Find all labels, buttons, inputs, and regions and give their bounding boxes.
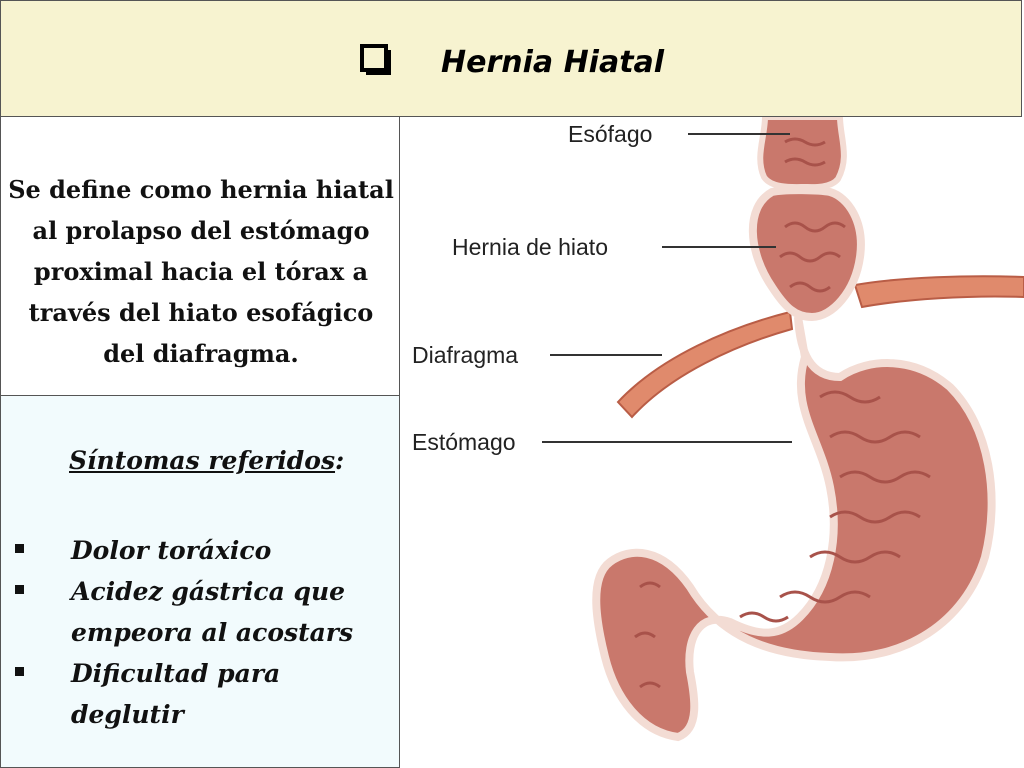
diaphragm-left <box>618 312 792 417</box>
esophagus <box>760 117 844 187</box>
diaphragm-right <box>855 276 1024 307</box>
checkbox-square-icon <box>359 43 393 77</box>
symptoms-title-colon: : <box>335 446 345 475</box>
list-item <box>11 571 396 653</box>
label-stomach: Estómago <box>412 429 516 455</box>
label-hernia: Hernia de hiato <box>452 234 608 260</box>
symptoms-title-text: Síntomas referidos <box>69 446 336 475</box>
square-bullet-icon <box>15 544 24 553</box>
slide-title: Hernia Hiatal <box>441 45 665 80</box>
square-bullet-icon <box>15 585 24 594</box>
symptom-text: Dolor toráxico <box>71 536 272 565</box>
symptoms-list <box>11 530 396 735</box>
symptom-text: Dificultad para deglutir <box>71 659 281 729</box>
symptoms-title <box>69 446 344 475</box>
slide-header <box>0 0 1022 117</box>
symptom-text: Acidez gástrica que empeora al acostars <box>71 577 354 647</box>
hiatal-hernia-illustration <box>400 117 1024 768</box>
label-diaphragm: Diafragma <box>412 342 519 368</box>
list-item <box>11 530 396 571</box>
list-item <box>11 653 396 735</box>
hernia-pouch <box>753 190 861 317</box>
definition-box <box>0 117 400 396</box>
square-bullet-icon <box>15 667 24 676</box>
definition-text: Se define como hernia hiatal al prolapso del estómago proximal hacia el tórax a través del hiato esofágico del diafragma. <box>8 175 394 368</box>
symptoms-box <box>0 396 400 768</box>
label-esophagus: Esófago <box>568 121 653 147</box>
